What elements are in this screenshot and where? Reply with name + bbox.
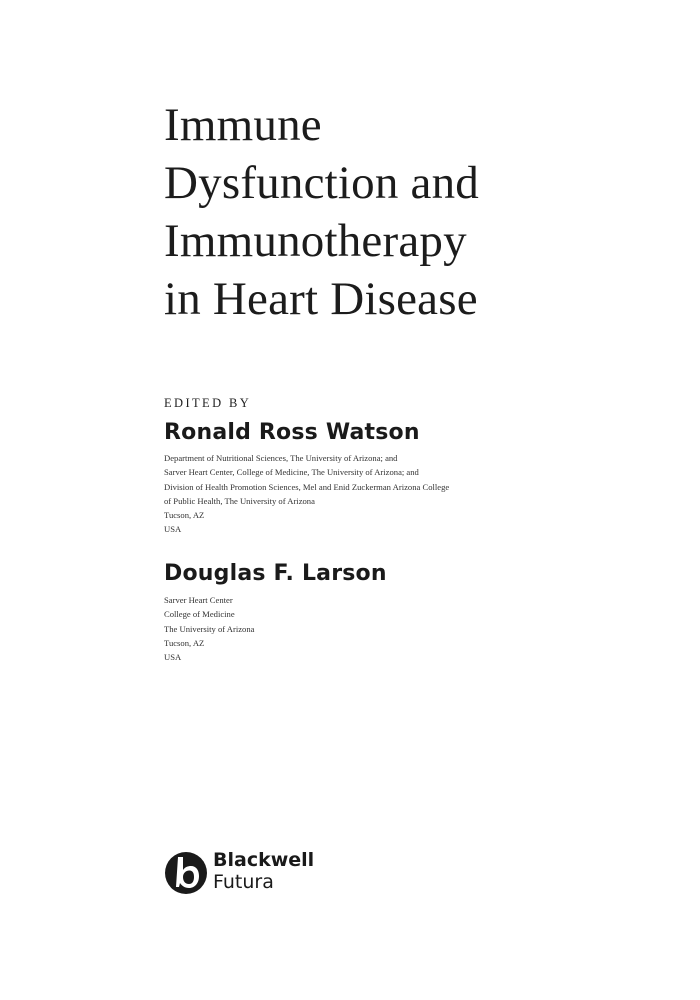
blackwell-b-logo-icon bbox=[164, 848, 208, 898]
publisher-name-line1: Blackwell bbox=[213, 849, 315, 871]
title-line-4: in Heart Disease bbox=[164, 273, 478, 325]
affiliation-line: of Public Health, The University of Arizona bbox=[164, 495, 315, 506]
editor-name-watson: Ronald Ross Watson bbox=[164, 420, 420, 445]
editor-affiliation-larson bbox=[164, 593, 684, 664]
affiliation-line: The University of Arizona bbox=[164, 623, 255, 634]
book-title bbox=[164, 96, 684, 328]
title-line-1: Immune bbox=[164, 99, 322, 151]
affiliation-line: Department of Nutritional Sciences, The University of Arizona; and bbox=[164, 453, 398, 463]
title-line-3: Immunotherapy bbox=[164, 215, 467, 267]
affiliation-line: Tucson, AZ bbox=[164, 510, 205, 521]
editor-name-larson: Douglas F. Larson bbox=[164, 561, 387, 586]
affiliation-line: USA bbox=[164, 524, 182, 535]
affiliation-line: Division of Health Promotion Sciences, Mel and Enid Zuckerman Arizona College bbox=[164, 481, 450, 492]
affiliation-line: USA bbox=[164, 652, 182, 663]
affiliation-line: Sarver Heart Center bbox=[164, 595, 233, 605]
affiliation-line: College of Medicine bbox=[164, 609, 235, 620]
affiliation-line: Tucson, AZ bbox=[164, 637, 205, 648]
affiliation-line: Sarver Heart Center, College of Medicine, The University of Arizona; and bbox=[164, 467, 419, 478]
publisher-name bbox=[213, 849, 314, 893]
edited-by-label: EDITED BY bbox=[164, 396, 252, 410]
publisher-name-line2: Futura bbox=[213, 871, 274, 893]
title-line-2: Dysfunction and bbox=[164, 157, 479, 209]
editor-affiliation-watson bbox=[164, 451, 684, 537]
publisher-logo bbox=[164, 846, 364, 906]
